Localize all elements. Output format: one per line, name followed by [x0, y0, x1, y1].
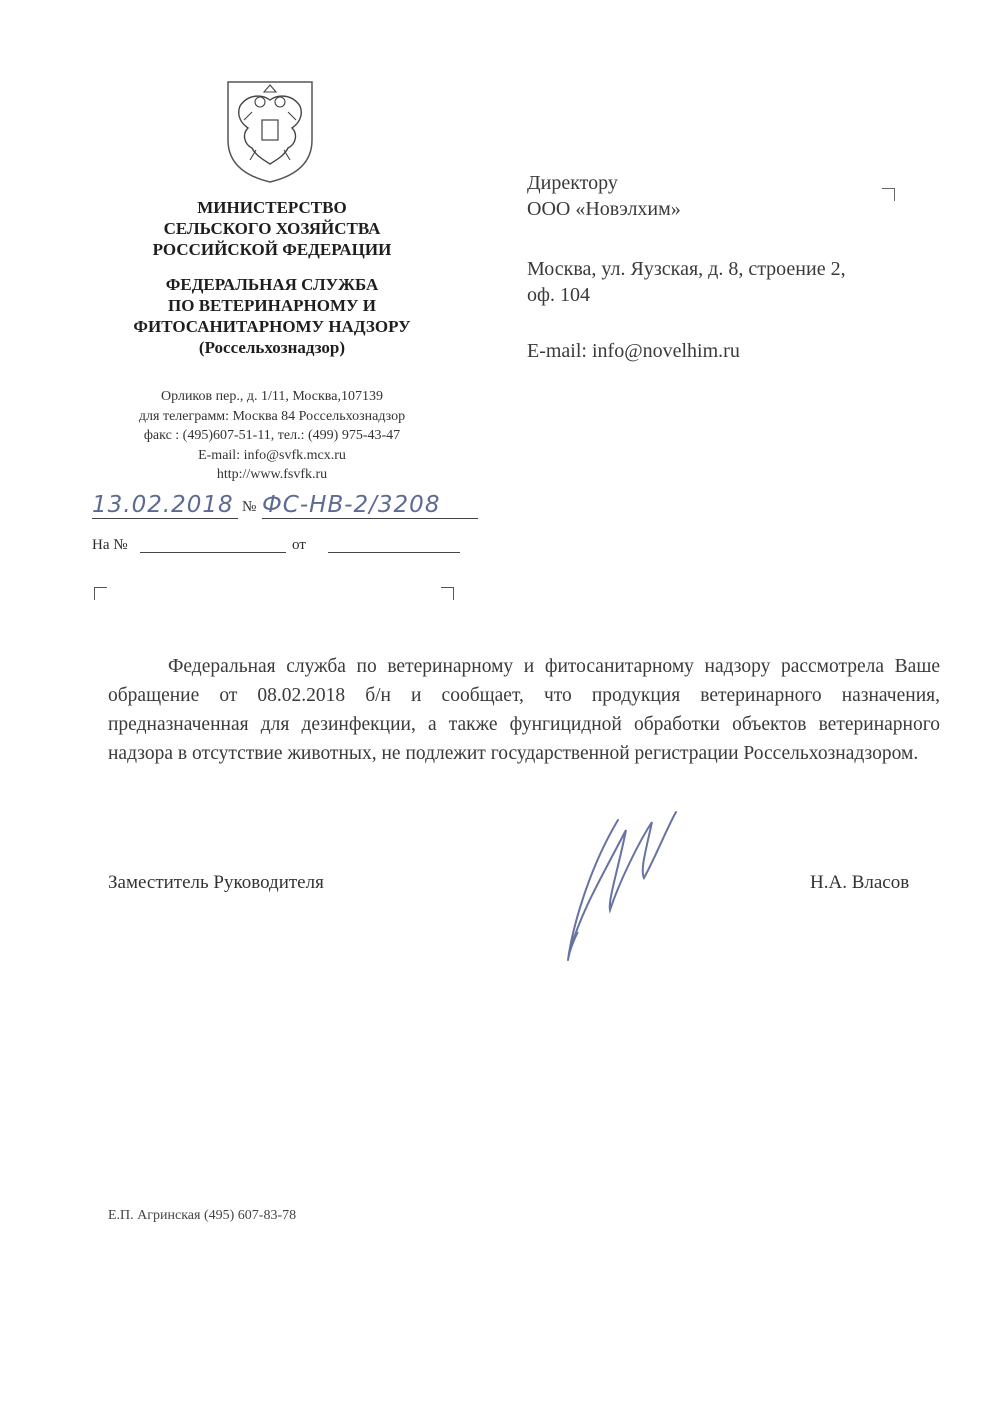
service-line: ФИТОСАНИТАРНОМУ НАДЗОРУ: [133, 317, 411, 336]
sender-contacts: [82, 387, 462, 485]
recipient-addressee: [527, 170, 927, 222]
contact-line: http://www.fsvfk.ru: [216, 467, 328, 482]
ministry-line: СЕЛЬСКОГО ХОЗЯЙСТВА: [163, 219, 381, 238]
ministry-heading: [82, 197, 462, 260]
executor-contact: Е.П. Агринская (495) 607-83-78: [108, 1208, 297, 1223]
contact-line: Орликов пер., д. 1/11, Москва,107139: [161, 389, 383, 404]
letter-body: Федеральная служба по ветеринарному и фитосанитарному надзору рассмотрела Ваше обращение от 08.02.2018 б/н и сообщает, что продукция ветеринарного назначения, предназначенная для дезинфекции, а также фунгицидной обработки объектов ветеринарного надзора в отсутствие животных, не подлежит государственной регистрации Россельхознадзором.: [108, 656, 940, 764]
signatory-name: Н.А. Власов: [810, 872, 910, 893]
service-line: ПО ВЕТЕРИНАРНОМУ И: [168, 296, 376, 315]
corner-mark-left: [94, 587, 107, 600]
service-heading: [82, 274, 462, 358]
recipient-line: Директору: [527, 172, 618, 194]
service-line: ФЕДЕРАЛЬНАЯ СЛУЖБА: [165, 275, 379, 294]
coat-of-arms-emblem: [222, 80, 318, 184]
corner-mark-right: [441, 587, 454, 600]
recipient-email: E-mail: info@novelhim.ru: [527, 340, 740, 362]
handwritten-signature: [548, 800, 698, 970]
contact-line: для телеграмм: Москва 84 Россельхознадзор: [138, 408, 406, 424]
date-underline: [92, 518, 238, 519]
recipient-address: [527, 256, 927, 308]
signatory-role: Заместитель Руководителя: [108, 872, 324, 893]
ministry-line: МИНИСТЕРСТВО: [197, 198, 347, 217]
recipient-line: ООО «Новэлхим»: [527, 198, 681, 220]
address-line: оф. 104: [527, 284, 590, 306]
registration-number: ФС-НВ-2/3208: [262, 492, 441, 518]
service-line: (Россельхознадзор): [198, 338, 346, 357]
contact-line: факс : (495)607-51-11, тел.: (499) 975-43-47: [143, 428, 401, 443]
number-label: №: [242, 499, 257, 515]
number-underline: [262, 518, 478, 519]
reference-from-label: от: [292, 537, 306, 553]
ministry-line: РОССИЙСКОЙ ФЕДЕРАЦИИ: [152, 240, 392, 259]
reference-date-blank: [328, 552, 460, 553]
contact-line: E-mail: info@svfk.mcx.ru: [198, 447, 346, 463]
registration-date: 13.02.2018: [92, 492, 234, 518]
address-line: Москва, ул. Яузская, д. 8, строение 2,: [527, 258, 846, 280]
reference-number-blank: [140, 552, 286, 553]
reference-number-label: На №: [92, 537, 128, 553]
